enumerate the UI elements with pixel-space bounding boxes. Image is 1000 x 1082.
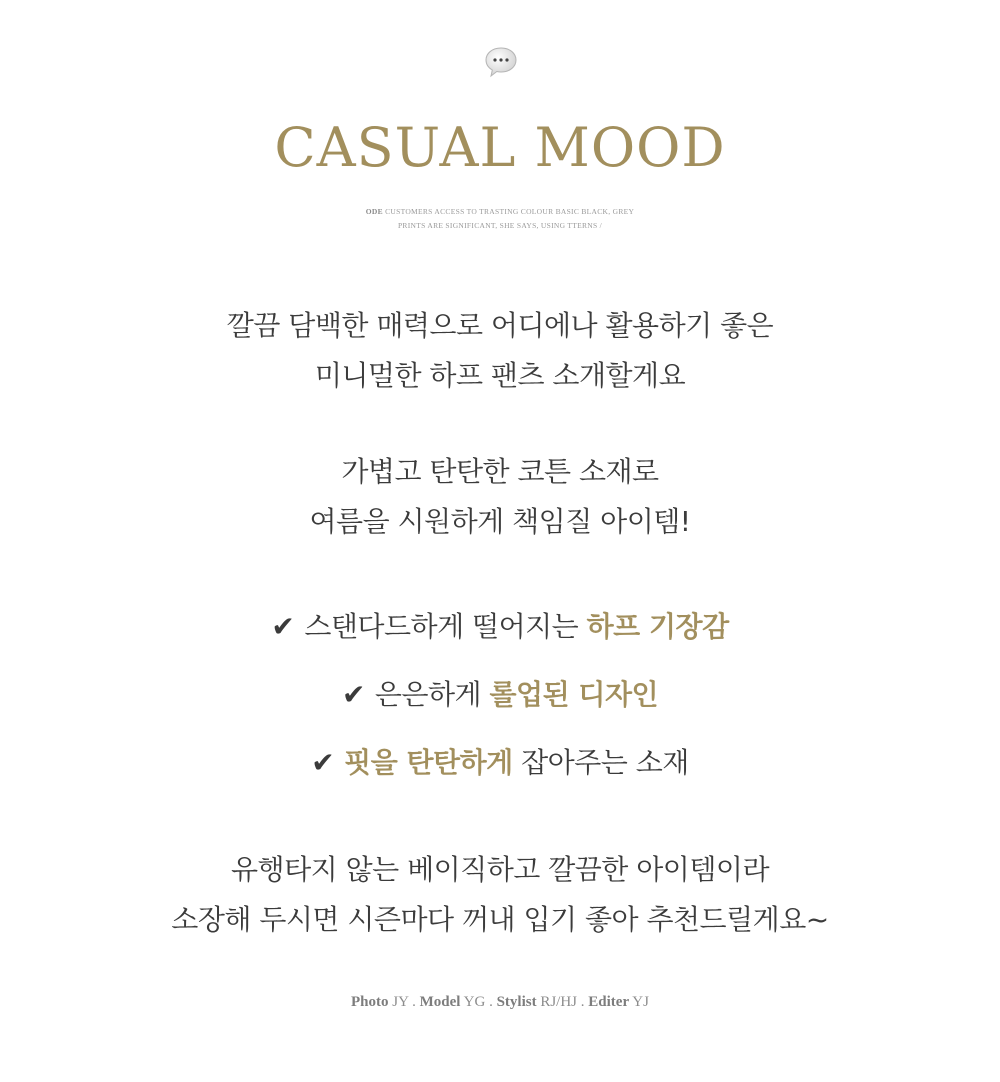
closing-line-1: 유행타지 않는 베이직하고 깔끔한 아이템이라 [230, 853, 770, 886]
speech-bubble-icon [484, 45, 518, 79]
feature-highlight: 하프 기장감 [586, 610, 729, 643]
credit-photo-value: JY . [388, 994, 420, 1010]
credit-stylist-label: Stylist [496, 994, 537, 1010]
feature-item [0, 607, 1000, 647]
credit-model-label: Model [419, 994, 461, 1010]
feature-item [0, 675, 1000, 715]
fine-print-brand: ODE [365, 207, 383, 216]
feature-text: 은은하게 [374, 678, 490, 711]
feature-highlight: 롤업된 디자인 [489, 678, 659, 711]
credit-model-value: YG . [460, 994, 497, 1010]
intro-line-2: 미니멀한 하프 팬츠 소개할게요 [314, 359, 686, 392]
credit-editor-label: Editer [588, 994, 630, 1010]
closing-line-2: 소장해 두시면 시즌마다 꺼내 입기 좋아 추천드릴게요~ [171, 903, 829, 936]
material-line-2: 여름을 시원하게 책임질 아이템! [309, 505, 691, 538]
fine-print-text: CUSTOMERS ACCESS TO TRASTING COLOUR BASIC BLACK, GREY [382, 207, 635, 216]
check-icon: ✔ [311, 746, 335, 779]
check-icon: ✔ [341, 678, 365, 711]
page-title: CASUAL MOOD [274, 116, 726, 179]
credit-editor-value: YJ [629, 994, 649, 1010]
check-icon: ✔ [271, 610, 295, 643]
credits [0, 992, 1000, 1012]
fine-print-line-2: PRINTS ARE SIGNIFICANT, SHE SAYS, USING TTERNS / [397, 221, 603, 230]
material-line-1: 가볍고 탄탄한 코튼 소재로 [341, 455, 659, 488]
feature-text-after: 잡아주는 소재 [512, 746, 689, 779]
intro-line-1: 깔끔 담백한 매력으로 어디에나 활용하기 좋은 [226, 309, 774, 342]
credit-photo-label: Photo [351, 994, 389, 1010]
fine-print-line-1 [0, 207, 1000, 217]
feature-text: 스탠다드하게 떨어지는 [304, 610, 587, 643]
feature-item [0, 743, 1000, 783]
feature-highlight: 핏을 탄탄하게 [344, 746, 513, 779]
credit-stylist-value: RJ/HJ . [536, 994, 589, 1010]
